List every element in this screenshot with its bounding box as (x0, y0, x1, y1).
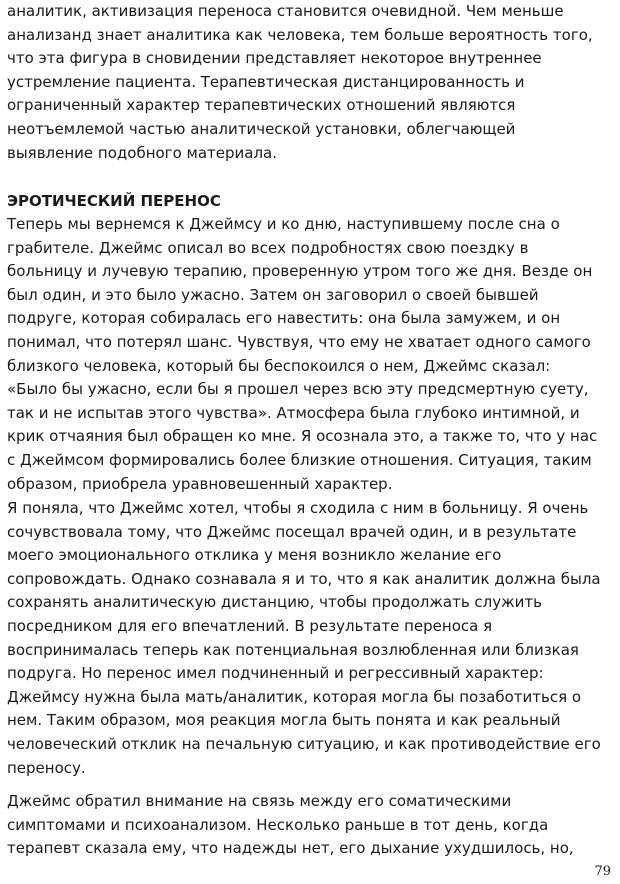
text-line: устремление пациента. Терапевтическая дистанцированность и (7, 72, 525, 91)
text-line: переносу. (7, 758, 86, 777)
text-line: Теперь мы вернемся к Джеймсу и ко дню, наступившему после сна о (7, 215, 560, 233)
text-line: так и не испытав этого чувства». Атмосфера была глубоко интимной, и (7, 403, 580, 422)
text-line: аналитик, активизация переноса становится очевидной. Чем меньше (7, 2, 564, 20)
text-line: нем. Таким образом, моя реакция могла быть понята и как реальный (7, 711, 561, 730)
text-line: Джеймсу нужна была мать/аналитик, которая могла бы позаботиться о (7, 687, 582, 706)
paragraph-transference (7, 497, 613, 780)
text-line: посредником для его впечатлений. В результате переноса я (7, 616, 493, 635)
text-line: был один, и это было ужасно. Затем он заговорил о своей бывшей (7, 285, 539, 304)
text-line: сопровождать. Однако сознавала я и то, что я как аналитик должна была (7, 569, 601, 588)
text-line: понимал, что потерял шанс. Чувствуя, что ему не хватает одного самого (7, 332, 591, 351)
text-line: человеческий отклик на печальную ситуацию, и как противодействие его (7, 734, 601, 753)
text-line: Я поняла, что Джеймс хотел, чтобы я сходила с ним в больницу. Я очень (7, 499, 589, 517)
text-line: больницу и лучевую терапию, проверенную утром того же дня. Везде он (7, 262, 593, 281)
text-line: анализанд знает аналитика как человека, тем больше вероятность того, (7, 25, 593, 44)
text-line: что эта фигура в сновидении представляет некоторое внутреннее (7, 49, 542, 68)
text-line: терапевт сказала ему, что надежды нет, его дыхание ухудшилось, но, (7, 839, 574, 858)
paragraph-intro (7, 0, 613, 165)
text-line: сочувствовала тому, что Джеймс посещал врачей один, и в результате (7, 522, 577, 541)
text-line: выявление подобного материала. (7, 143, 277, 162)
text-line: грабителе. Джеймс описал во всех подробностях свою поездку в (7, 238, 529, 257)
page-number: 79 (594, 864, 611, 879)
text-line: «Было бы ужасно, если бы я прошел через всю эту предсмертную суету, (7, 380, 589, 399)
text-line: ограниченный характер терапевтических отношений являются (7, 96, 516, 115)
text-line: крик отчаяния был обращен ко мне. Я осознала это, а также то, что у нас (7, 427, 598, 446)
text-line: неотъемлемой частью аналитической установки, облегчающей (7, 119, 516, 138)
text-line: подруге, которая собиралась его навестить: она была замужем, и он (7, 309, 561, 328)
text-line: образом, приобрела уравновешенный характер. (7, 474, 393, 493)
text-line: моего эмоционального отклика у меня возникло желание его (7, 546, 502, 565)
paragraph-somatic (7, 790, 613, 861)
text-line: близкого человека, который бы беспокоился о нем, Джеймс сказал: (7, 356, 551, 375)
section-heading: ЭРОТИЧЕСКИЙ ПЕРЕНОС (7, 192, 221, 210)
text-line: сохранять аналитическую дистанцию, чтобы продолжать служить (7, 593, 542, 612)
paragraph-james-hospital (7, 213, 613, 496)
text-line: симптомами и психоанализом. Несколько раньше в тот день, когда (7, 815, 549, 834)
text-line: Джеймс обратил внимание на связь между его соматическими (7, 792, 512, 810)
text-line: с Джеймсом формировались более близкие отношения. Ситуация, таким (7, 450, 592, 469)
text-line: подруга. Но перенос имел подчиненный и регрессивный характер: (7, 664, 544, 683)
text-line: воспринималась теперь как потенциальная возлюбленная или близкая (7, 640, 579, 659)
